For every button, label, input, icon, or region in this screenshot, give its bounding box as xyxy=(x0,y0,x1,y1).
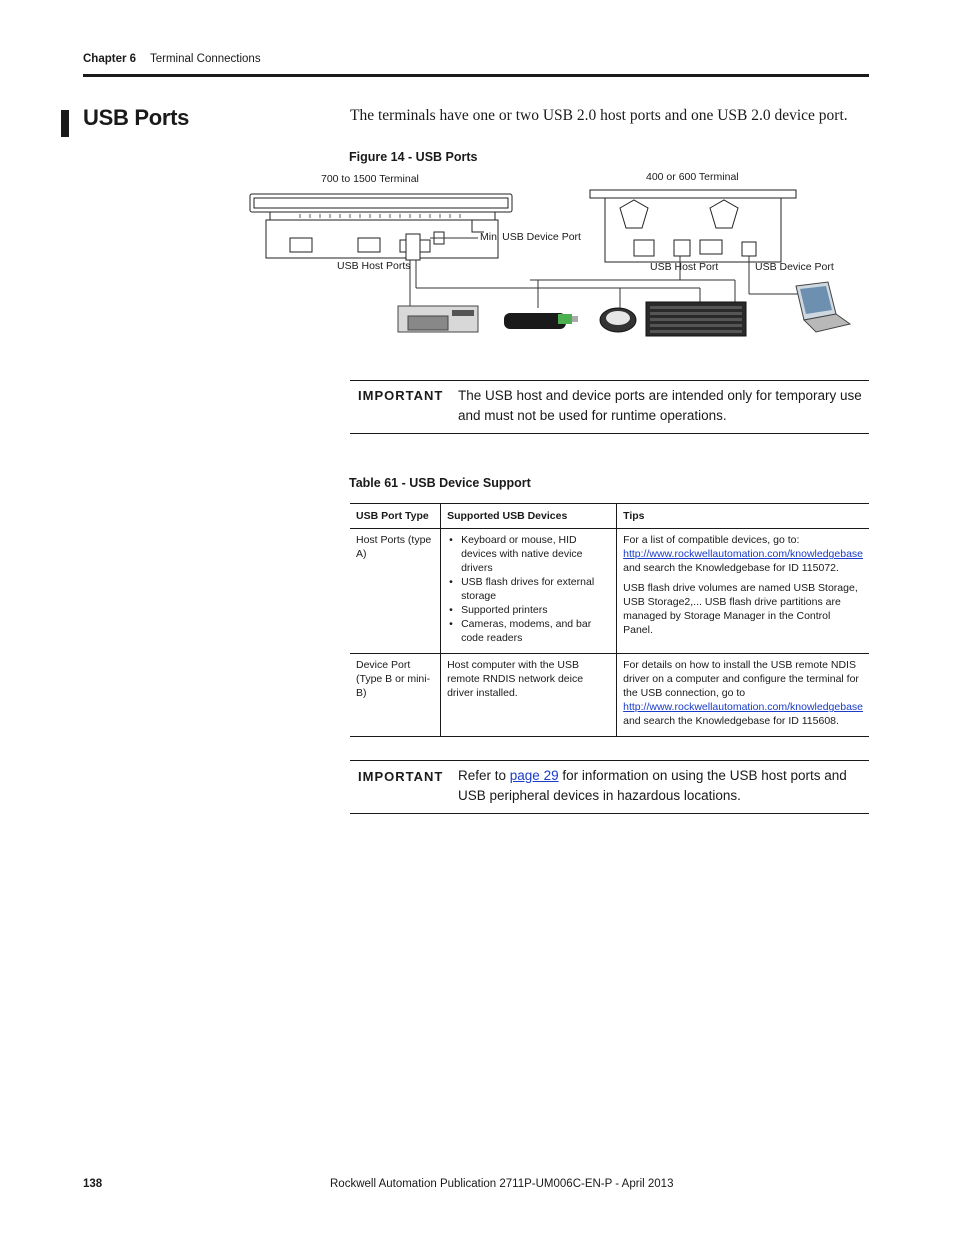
tip-text: and search the Knowledgebase for ID 115608. xyxy=(623,715,839,727)
port-type-text: Device Port xyxy=(356,659,411,671)
important-text-pre: Refer to xyxy=(458,768,510,783)
laptop-icon xyxy=(796,282,850,332)
usb-flash-drive-icon xyxy=(504,313,578,329)
section-title: USB Ports xyxy=(83,105,190,130)
printer-icon xyxy=(398,306,478,332)
important-note-1 xyxy=(350,380,869,434)
label-terminal-large: 700 to 1500 Terminal xyxy=(321,173,419,185)
tip-text: and search the Knowledgebase for ID 115072. xyxy=(623,562,839,574)
important-text xyxy=(458,766,863,806)
publication-info: Rockwell Automation Publication 2711P-UM006C-EN-P - April 2013 xyxy=(330,1178,674,1190)
col-supported-devices: Supported USB Devices xyxy=(441,504,617,529)
table-row xyxy=(350,529,869,654)
section-marker xyxy=(61,110,69,137)
figure-drawing xyxy=(240,168,880,348)
label-host-ports: USB Host Ports xyxy=(337,260,411,272)
tip-paragraph: USB flash drive volumes are named USB Storage, USB Storage2,... USB flash drive partitions are managed by Storage Manager in the Control Panel. xyxy=(623,582,858,636)
list-item: • Keyboard or mouse, HID devices with native device drivers xyxy=(461,533,610,575)
important-text-post: for information on using the USB host ports and USB peripheral devices in hazardous locations. xyxy=(458,768,847,803)
cell-tips xyxy=(617,654,869,737)
keyboard-icon xyxy=(646,302,746,336)
chapter-title: Terminal Connections xyxy=(150,53,261,65)
usb-ports-figure xyxy=(240,168,880,348)
section-intro: The terminals have one or two USB 2.0 host ports and one USB 2.0 device port. xyxy=(350,107,848,124)
knowledgebase-link[interactable]: http://www.rockwellautomation.com/knowledgebase xyxy=(623,701,863,713)
device-list xyxy=(447,533,610,645)
cell-port-type xyxy=(350,654,441,737)
cell-port-type xyxy=(350,529,441,654)
header-rule xyxy=(83,74,869,77)
chapter-label: Chapter 6 xyxy=(83,53,137,65)
list-item: • Cameras, modems, and bar code readers xyxy=(461,617,610,645)
label-device-port: USB Device Port xyxy=(755,261,834,273)
important-label: IMPORTANT xyxy=(358,769,444,784)
figure-caption: Figure 14 - USB Ports xyxy=(349,150,478,164)
important-note-2 xyxy=(350,760,869,814)
port-type-text: Host Ports (type A) xyxy=(356,534,432,560)
mouse-icon xyxy=(600,308,636,332)
knowledgebase-link[interactable]: http://www.rockwellautomation.com/knowledgebase xyxy=(623,548,863,560)
tip-text: For a list of compatible devices, go to: xyxy=(623,534,800,546)
usb-device-table xyxy=(350,503,869,737)
list-item: • Supported printers xyxy=(461,603,610,617)
table-caption: Table 61 - USB Device Support xyxy=(349,476,531,490)
label-host-port: USB Host Port xyxy=(650,261,719,273)
label-terminal-small: 400 or 600 Terminal xyxy=(646,171,739,183)
port-type-subtext: (Type B or mini-B) xyxy=(356,673,431,699)
tip-paragraph xyxy=(623,533,863,575)
tip-paragraph xyxy=(623,658,863,728)
table-header-row xyxy=(350,504,869,529)
col-port-type: USB Port Type xyxy=(350,504,441,529)
label-mini-usb: Mini USB Device Port xyxy=(480,231,581,243)
cell-tips xyxy=(617,529,869,654)
list-item: • USB flash drives for external storage xyxy=(461,575,610,603)
col-tips: Tips xyxy=(617,504,869,529)
important-text: The USB host and device ports are intended only for temporary use and must not be used for runtime operations. xyxy=(458,388,862,423)
terminal-small-icon xyxy=(590,190,796,262)
table-row xyxy=(350,654,869,737)
page-29-link[interactable]: page 29 xyxy=(509,768,559,783)
cell-devices xyxy=(441,654,617,737)
terminal-large-icon xyxy=(250,194,512,260)
device-text: Host computer with the USB remote RNDIS network deice driver installed. xyxy=(447,659,584,699)
tip-text: For details on how to install the USB remote NDIS driver on a computer and configure the terminal for the USB connection, go to xyxy=(623,659,859,699)
important-label: IMPORTANT xyxy=(358,388,444,403)
page-number: 138 xyxy=(83,1178,103,1190)
cell-devices xyxy=(441,529,617,654)
